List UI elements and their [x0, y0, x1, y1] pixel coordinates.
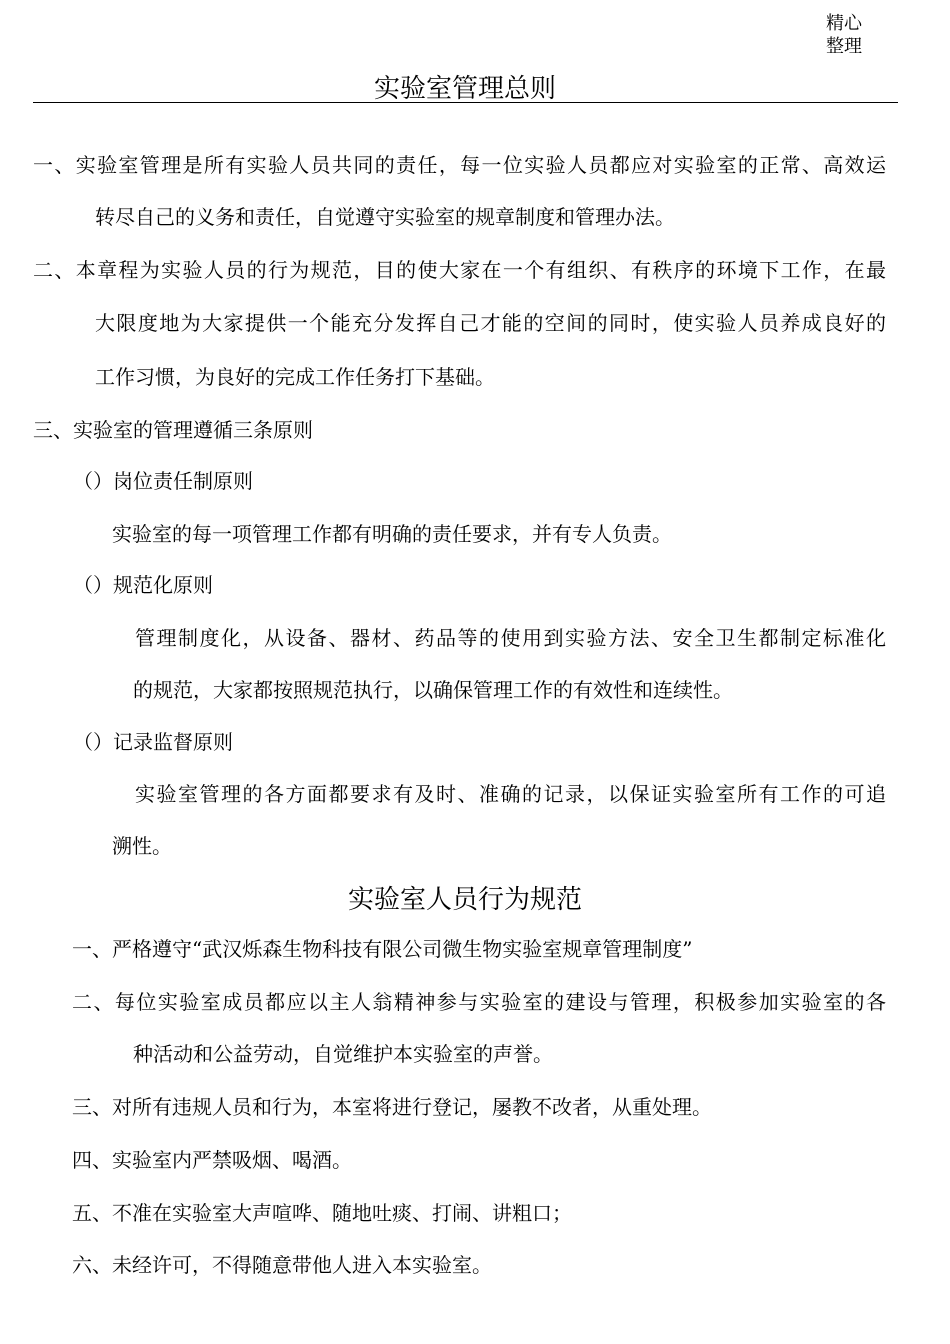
rule3: 三、对所有违规人员和行为，本室将进行登记，屡教不改者，从重处理。: [72, 1095, 712, 1119]
section2-title: 实验室人员行为规范: [347, 885, 582, 915]
principle2-heading: （）规范化原则: [73, 573, 213, 597]
item1-line2: 转尽自己的义务和责任，自觉遵守实验室的规章制度和管理办法。: [95, 205, 675, 229]
rule1: 一、严格遵守“武汉烁森生物科技有限公司微生物实验室规章管理制度”: [72, 937, 693, 961]
header-note-line1: 精心: [826, 13, 862, 34]
principle2-line1: 管理制度化，从设备、器材、药品等的使用到实验方法、安全卫生都制定标准化: [135, 626, 886, 650]
rule6: 六、未经许可，不得随意带他人进入本实验室。: [72, 1253, 492, 1277]
principle2-line2: 的规范，大家都按照规范执行，以确保管理工作的有效性和连续性。: [133, 678, 733, 702]
item3-heading: 三、实验室的管理遵循三条原则: [33, 418, 313, 442]
principle3-line2: 溯性。: [112, 834, 172, 858]
rule5: 五、不准在实验室大声喧哗、随地吐痰、打闹、讲粗口；: [72, 1201, 572, 1225]
rule2-line1: 二、每位实验室成员都应以主人翁精神参与实验室的建设与管理，积极参加实验室的各: [72, 990, 886, 1014]
item2-line1: 二、本章程为实验人员的行为规范，目的使大家在一个有组织、有秩序的环境下工作，在最: [33, 258, 886, 282]
principle3-heading: （）记录监督原则: [73, 730, 233, 754]
principle3-line1: 实验室管理的各方面都要求有及时、准确的记录，以保证实验室所有工作的可追: [135, 782, 886, 806]
header-note-line2: 整理: [826, 36, 862, 57]
item2-line2: 大限度地为大家提供一个能充分发挥自己才能的空间的同时，使实验人员养成良好的: [95, 311, 886, 335]
section1-title: 实验室管理总则: [373, 74, 556, 104]
title-divider: [33, 102, 898, 103]
principle1-heading: （）岗位责任制原则: [73, 469, 253, 493]
header-note: [826, 12, 876, 58]
item1-line1: 一、实验室管理是所有实验人员共同的责任，每一位实验人员都应对实验室的正常、高效运: [33, 153, 886, 177]
rule4: 四、实验室内严禁吸烟、喝酒。: [72, 1148, 352, 1172]
principle1-text: 实验室的每一项管理工作都有明确的责任要求，并有专人负责。: [112, 522, 672, 546]
rule2-line2: 种活动和公益劳动，自觉维护本实验室的声誉。: [133, 1042, 553, 1066]
item2-line3: 工作习惯，为良好的完成工作任务打下基础。: [95, 365, 495, 389]
